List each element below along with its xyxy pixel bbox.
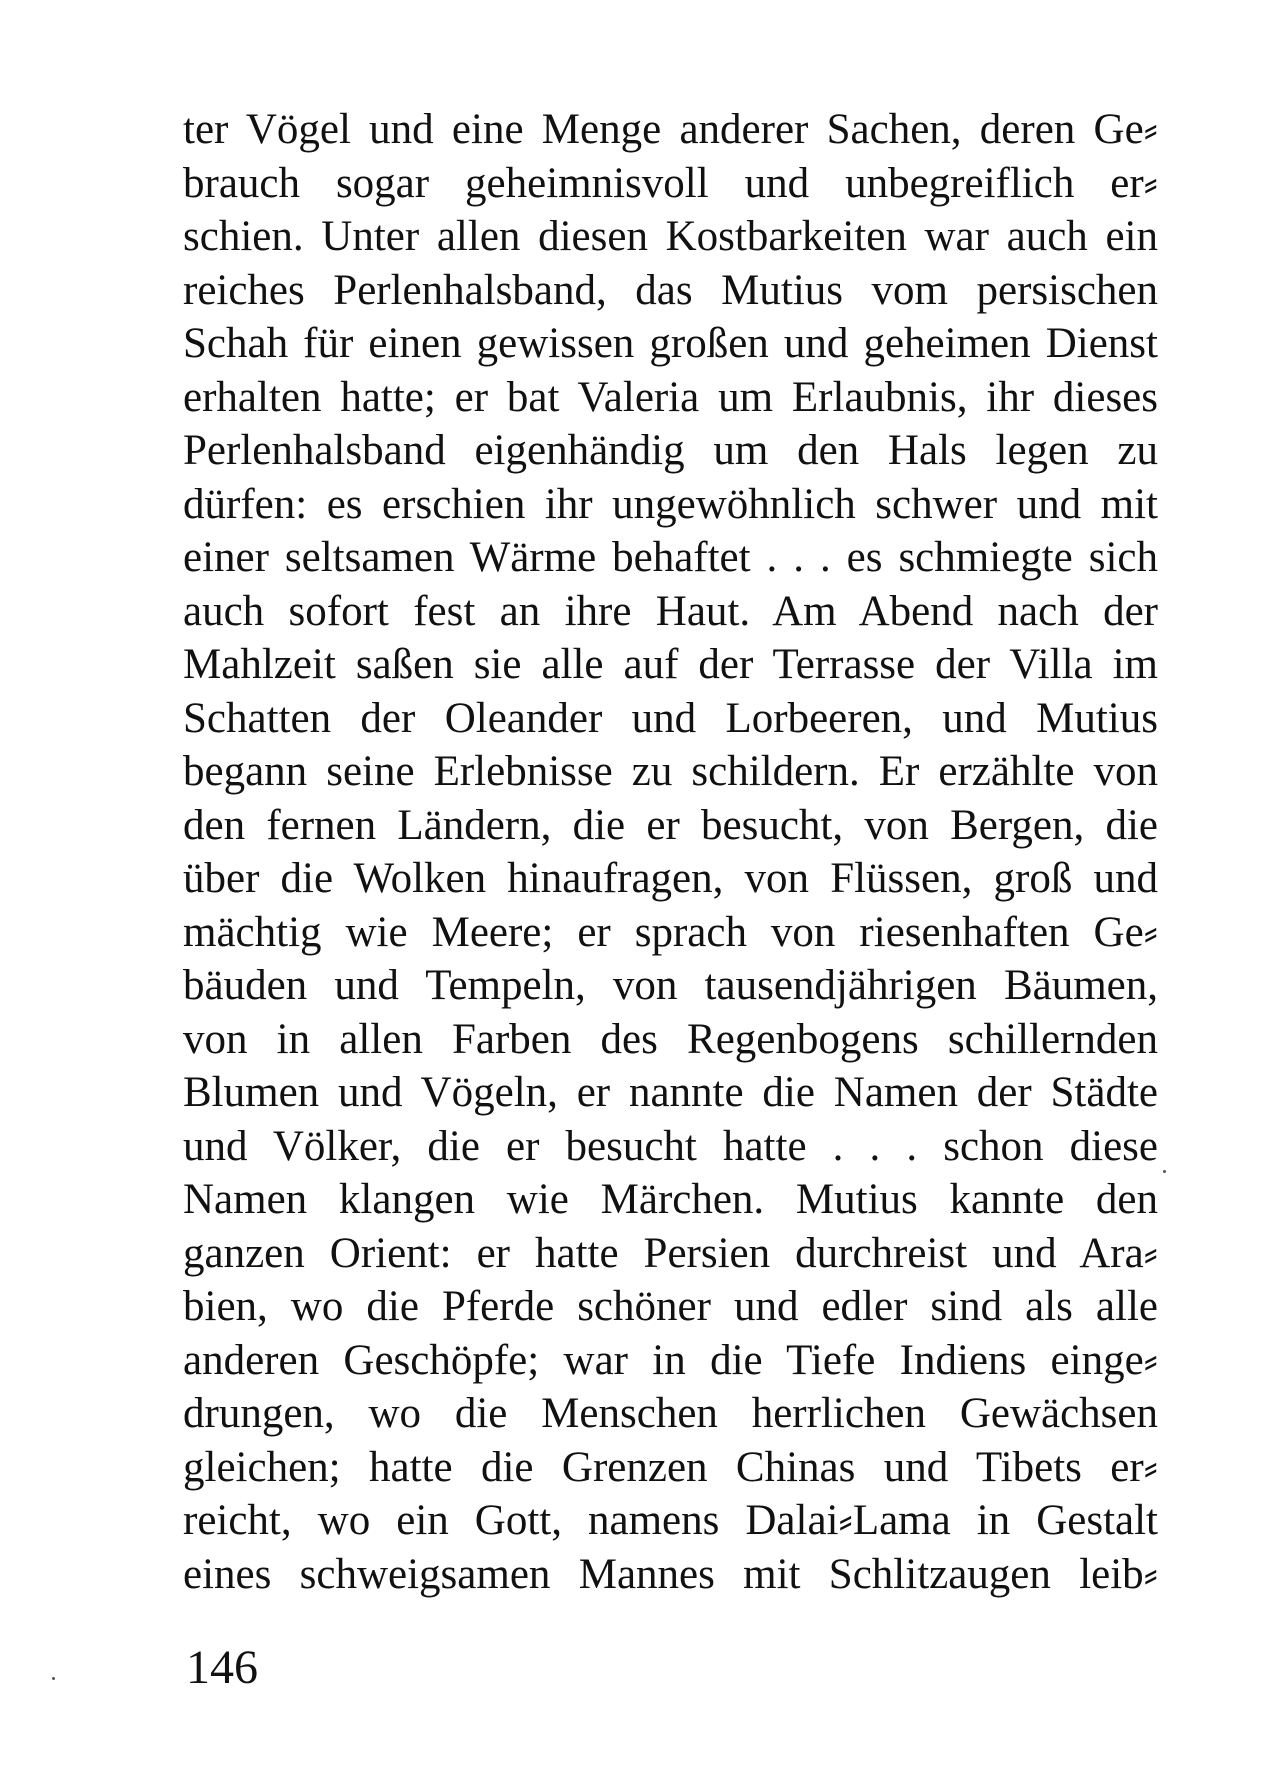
text-line: Perlenhalsband eigenhändig um den Hals legen zu [183,427,1158,474]
text-line: reiches Perlenhalsband, das Mutius vom persischen [183,266,1158,314]
text-line: Schatten der Oleander und Lorbeeren, und Mutius [183,694,1158,742]
text-line: reicht, wo ein Gott, namens Dalai⸗Lama in Gestalt [183,1497,1158,1544]
text-line: ter Vögel und eine Menge anderer Sachen, deren Ge⸗ [183,106,1158,153]
text-line: bäuden und Tempeln, von tausendjährigen Bäumen, [183,962,1158,1009]
text-line: und Völker, die er besucht hatte . . . schon diese [183,1122,1158,1170]
text-line: Schah für einen gewissen großen und geheimen Dienst [183,320,1158,367]
text-line: bien, wo die Pferde schöner und edler sind als alle [183,1283,1158,1330]
text-line: Namen klangen wie Märchen. Mutius kannte den [183,1176,1158,1223]
scan-speck [1163,1170,1166,1173]
text-line: dürfen: es erschien ihr ungewöhnlich schwer und mit [183,480,1158,528]
text-line: den fernen Ländern, die er besucht, von Bergen, die [183,801,1158,849]
text-line: Mahlzeit saßen sie alle auf der Terrasse der Villa im [183,641,1158,688]
text-line: eines schweigsamen Mannes mit Schlitzaugen leib⸗ [183,1550,1158,1598]
page-number: 146 [186,1641,258,1694]
text-line: Blumen und Vögeln, er nannte die Namen der Städte [183,1069,1158,1116]
text-line: mächtig wie Meere; er sprach von riesenhaften Ge⸗ [183,908,1158,956]
text-line: von in allen Farben des Regenbogens schillernden [183,1015,1158,1063]
text-line: begann seine Erlebnisse zu schildern. Er erzählte von [183,748,1158,795]
text-line: gleichen; hatte die Grenzen Chinas und Tibets er⸗ [183,1443,1158,1491]
text-line: brauch sogar geheimnisvoll und unbegreiflich er⸗ [183,159,1158,207]
text-line: über die Wolken hinaufragen, von Flüssen, groß und [183,855,1158,902]
text-line: ganzen Orient: er hatte Persien durchreist und Ara⸗ [183,1229,1158,1277]
text-line: schien. Unter allen diesen Kostbarkeiten war auch ein [183,213,1158,260]
text-line: erhalten hatte; er bat Valeria um Erlaubnis, ihr dieses [183,373,1158,421]
body-text [183,103,1158,1601]
text-line: anderen Geschöpfe; war in die Tiefe Indiens einge⸗ [183,1336,1158,1384]
text-line: einer seltsamen Wärme behaftet . . . es schmiegte sich [183,534,1158,581]
scan-speck [52,1677,55,1680]
text-line: drungen, wo die Menschen herrlichen Gewächsen [183,1390,1158,1437]
text-line: auch sofort fest an ihre Haut. Am Abend nach der [183,587,1158,635]
